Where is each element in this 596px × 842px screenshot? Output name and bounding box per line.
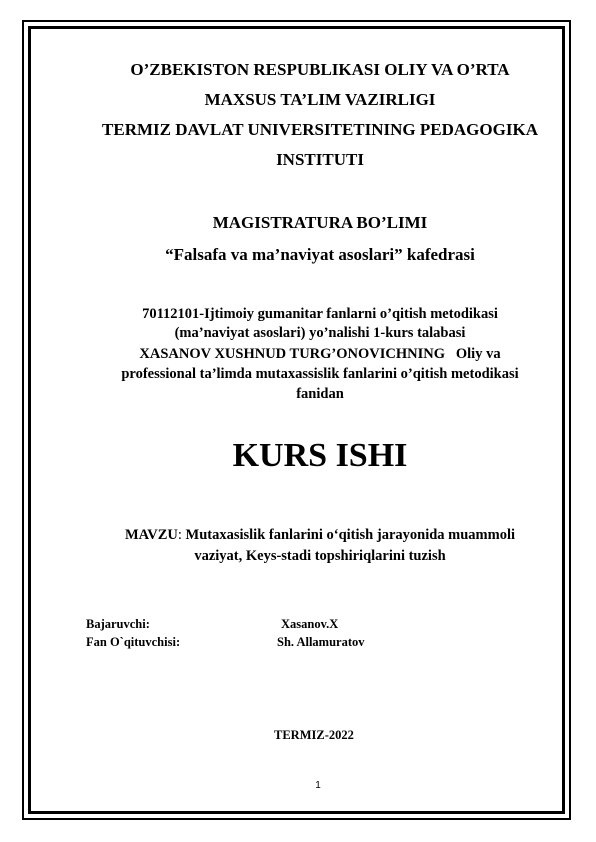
teacher-value: Sh. Allamuratov — [277, 635, 365, 649]
chair-name: “Falsafa va ma’naviyat asoslari” kafedrasi — [165, 245, 475, 264]
student-info-line-1: 70112101-Ijtimoiy gumanitar fanlarni o’qitish metodikasi — [142, 306, 498, 322]
document-title: KURS ISHI — [232, 437, 408, 474]
student-info-line-3: XASANOV XUSHNUD TURG’ONOVICHNING Oliy va — [139, 346, 501, 362]
performer-value: Xasanov.X — [281, 617, 339, 631]
topic-label: MAVZU — [124, 527, 178, 543]
institute-line-2: INSTITUTI — [276, 150, 364, 169]
performer-label: Bajaruvchi: — [86, 617, 150, 631]
topic-line-1 — [60, 527, 580, 544]
department-name: MAGISTRATURA BO’LIMI — [212, 213, 428, 232]
page-number: 1 — [315, 780, 321, 791]
student-info-line-2: (ma’naviyat asoslari) yo’nalishi 1-kurs talabasi — [174, 325, 466, 341]
student-info-line-4: professional ta’limda mutaxassislik fanlarini o’qitish metodikasi — [121, 366, 519, 382]
topic-text-1: Mutaxasislik fanlarini o‘qitish jarayonida muammoli — [185, 527, 516, 543]
ministry-line-1: O’ZBEKISTON RESPUBLIKASI OLIY VA O’RTA — [130, 60, 510, 79]
teacher-label: Fan O`qituvchisi: — [86, 635, 181, 649]
page-border-inner — [28, 26, 565, 814]
student-info-line-5: fanidan — [296, 386, 344, 402]
topic-separator: : — [177, 527, 186, 543]
topic-line-2: vaziyat, Keys-stadi topshiriqlarini tuzish — [194, 548, 446, 564]
city-year: TERMIZ-2022 — [274, 728, 354, 742]
institute-line-1: TERMIZ DAVLAT UNIVERSITETINING PEDAGOGIKA — [102, 120, 538, 139]
ministry-line-2: MAXSUS TA’LIM VAZIRLIGI — [204, 90, 436, 109]
